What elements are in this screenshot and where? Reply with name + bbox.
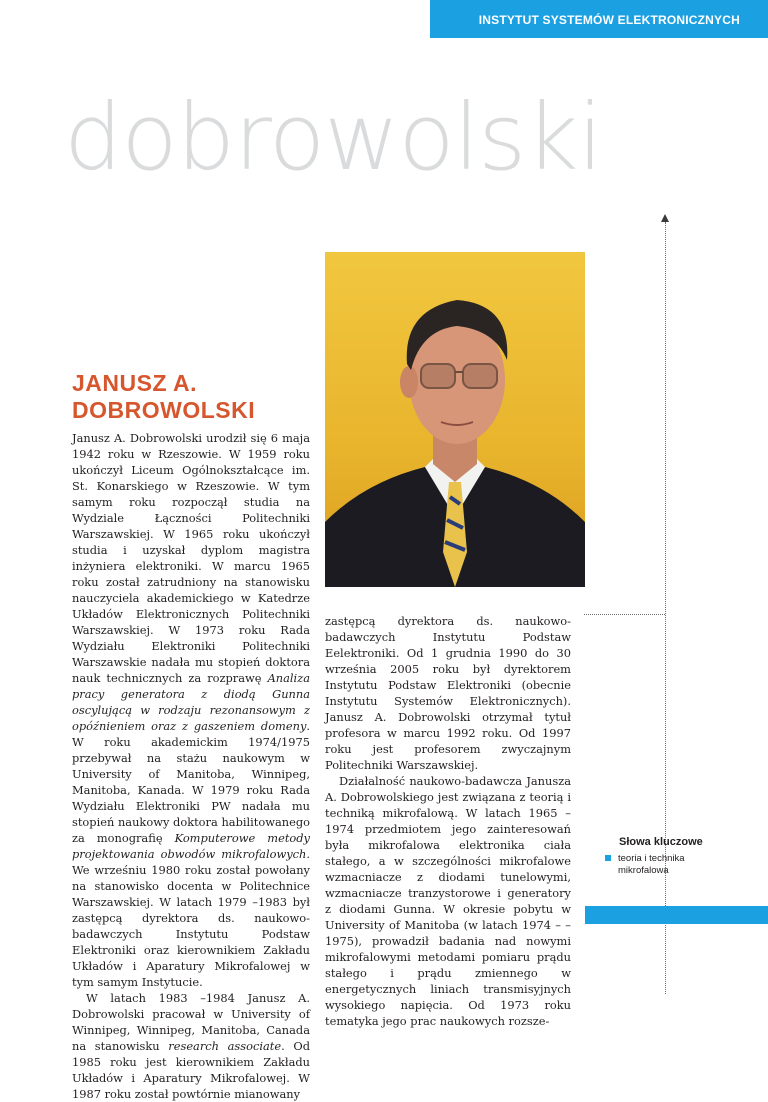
section-label: INSTYTUT SYSTEMÓW ELEKTRONICZNYCH [478, 13, 740, 27]
arrow-up-icon [661, 214, 669, 222]
square-bullet-icon [605, 855, 611, 861]
portrait-photo [325, 252, 585, 587]
header-band [430, 0, 768, 38]
italic-run: Analiza pracy generatora z diodą Gunna oscylującą w rodzaju rezonansowym z opóźnieniem oraz z gaszeniem domeny [72, 671, 310, 733]
text-run: . W roku akademickim 1974/1975 przebywał na stażu naukowym w University of Manitoba, Winnipeg, Manitoba, Kanada. W 1979 roku Rada Wydziału Elektroniki PW nadała mu stopień naukowy doktora habilitowanego za monografię [72, 719, 310, 845]
paragraph [72, 990, 310, 1102]
italic-run: Komputerowe metody projektowania obwodów mikrofalowych [72, 831, 310, 861]
keyword-text: teoria i technika mikrofalowa [618, 853, 685, 876]
text-run: Janusz A. Dobrowolski urodził się 6 maja 1942 roku w Rzeszowie. W 1959 roku ukończył Liceum Ogólnokształcące im. St. Konarskiego w Rzeszowie. W tym samym roku rozpoczął studia na Wydziale Łączności Politechniki Warszawskiej. W 1965 roku ukończył studia i uzyskał dyplom magistra inżyniera elektroniki. W marcu 1965 roku został zatrudniony na stanowisku nauczyciela akademickiego w Katedrze Układów Elektronicznych Politechniki Warszawskiej. W 1973 roku Rada Wydziału Elektroniki Politechniki Warszawskie nadała mu stopień doktora nauk technicznych za rozprawę [72, 431, 310, 685]
dotted-horizontal-line [584, 614, 665, 615]
portrait-illustration [325, 252, 585, 587]
article-title-line1: JANUSZ A. [72, 370, 198, 396]
text-column-1 [72, 430, 310, 1102]
text-run: W latach 1983 –1984 Janusz A. Dobrowolski pracował w University of Winnipeg, Winnipeg, Manitoba, Canada na stanowisku [72, 991, 310, 1053]
bottom-accent-band [585, 906, 768, 924]
text-run: . Od 1985 roku jest kierownikiem Zakładu Układów i Aparatury Mikrofalowej. W 1987 roku został powtórnie mianowany [72, 1039, 310, 1101]
dotted-vertical-line [665, 222, 666, 994]
text-run: . We wrześniu 1980 roku został powołany na stanowisko docenta w Politechnice Warszawskiej. W latach 1979 –1983 był zastępcą dyrektora ds. naukowo-badawczych Instytutu Podstaw Elektroniki oraz kierownikiem Zakładu Układów i Aparatury Mikrofalowej w tym samym Instytucie. [72, 847, 310, 989]
paragraph [72, 430, 310, 990]
article-title-line2: DOBROWOLSKI [72, 397, 256, 423]
keywords-title: Słowa kluczowe [619, 836, 703, 848]
italic-run: research associate [168, 1039, 282, 1053]
paragraph: Działalność naukowo-badawcza Janusza A. Dobrowolskiego jest związana z teorią i techniką mikrofalową. W latach 1965 –1974 przedmiotem jego zainteresowań była mikrofalowa elektronika ciała stałego, a w szczególności mikrofalowe wzmacniacze z diodami tunelowymi, wzmacniacze tranzystorowe i generatory z diodami Gunna. W okresie pobytu w University of Manitoba (w latach 1974 – –1975), prowadził badania nad nowymi mikrofalowymi metodami pomiaru prądu stałego i prądu zmiennego w energetycznych liniach transmisyjnych wysokiego napięcia. Od 1973 roku tematyka jego prac naukowych rozsze- [325, 774, 571, 1028]
text-column-2 [325, 613, 571, 1029]
paragraph: zastępcą dyrektora ds. naukowo-badawczych Instytutu Podstaw Eelektroniki. Od 1 grudnia 1990 do 30 września 2005 roku był dyrektorem Instytutu Podstaw Elektroniki (obecnie Instytutu Systemów Elektronicznych). Janusz A. Dobrowolski otrzymał tytuł profesora w marcu 1992 roku. Od 1997 roku jest profesorem zwyczajnym Politechniki Warszawskiej. [325, 614, 571, 772]
banner-name: dobrowolski [64, 84, 603, 191]
article-title [72, 370, 255, 424]
